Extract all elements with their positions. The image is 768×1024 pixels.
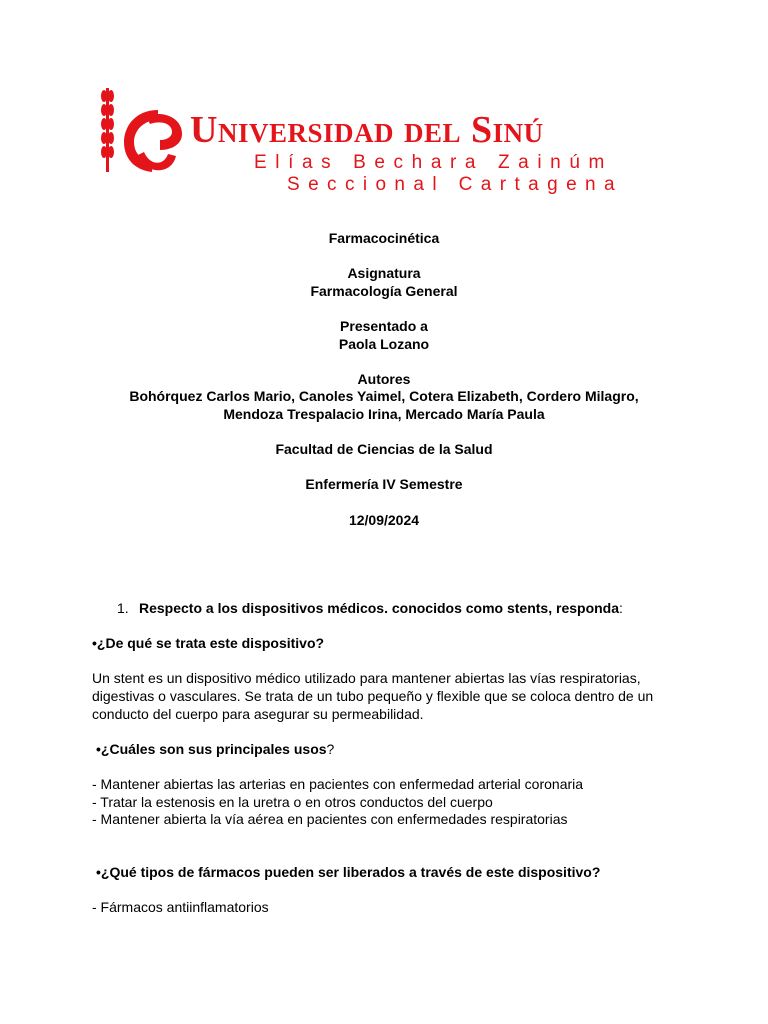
date: 12/09/2024: [348, 511, 420, 528]
university-subtitle-campus: Seccional Cartagena: [287, 174, 623, 195]
university-name: Universidad del Sinú: [190, 109, 544, 151]
cover-block: [0, 230, 768, 529]
document-title: Farmacocinética: [328, 230, 440, 246]
document-body: [92, 600, 682, 917]
question-number: 1.: [117, 600, 129, 616]
faculty: Facultad de Ciencias de la Salud: [275, 441, 493, 458]
question-1: [92, 600, 682, 618]
list-item: - Fármacos antiinflamatorios: [92, 899, 269, 916]
question-1-colon: :: [619, 600, 623, 616]
subject-name: Farmacología General: [310, 282, 458, 299]
university-wordmark: [190, 108, 623, 196]
subquestion-2-text: •¿Cuáles son sus principales usos: [96, 740, 327, 757]
subquestion-1: •¿De qué se trata este dispositivo?: [92, 635, 325, 652]
university-subtitle-founder: Elías Bechara Zainúm: [254, 152, 613, 173]
list-item: - Mantener abierta la vía aérea en pacientes con enfermedades respiratorias: [92, 811, 568, 828]
subquestion-2: [92, 741, 682, 759]
authors-line-1: Bohórquez Carlos Mario, Canoles Yaimel, Cotera Elizabeth, Cordero Milagro,: [129, 388, 639, 405]
presented-label: Presentado a: [340, 317, 428, 334]
question-1-text: Respecto a los dispositivos médicos. conocidos como stents, responda: [139, 600, 620, 616]
subquestion-2-mark: ?: [326, 740, 335, 757]
answer-1: Un stent es un dispositivo médico utilizado para mantener abiertas las vías respiratorias, digestivas o vasculares. Se trata de un tubo pequeño y flexible que se coloca dentro de un conducto del cuerpo para asegurar su permeabilidad.: [92, 670, 654, 722]
authors-label: Autores: [357, 370, 411, 387]
subquestion-3: •¿Qué tipos de fármacos pueden ser liberados a través de este dispositivo?: [96, 863, 601, 880]
list-item: - Tratar la estenosis en la uretra o en otros conductos del cuerpo: [92, 793, 493, 810]
authors-line-2: Mendoza Trespalacio Irina, Mercado María Paula: [223, 405, 545, 422]
presented-to: Paola Lozano: [338, 335, 430, 352]
subject-label: Asignatura: [347, 265, 421, 282]
list-item: - Mantener abiertas las arterias en pacientes con enfermedad arterial coronaria: [92, 775, 584, 792]
program: Enfermería IV Semestre: [305, 476, 463, 493]
